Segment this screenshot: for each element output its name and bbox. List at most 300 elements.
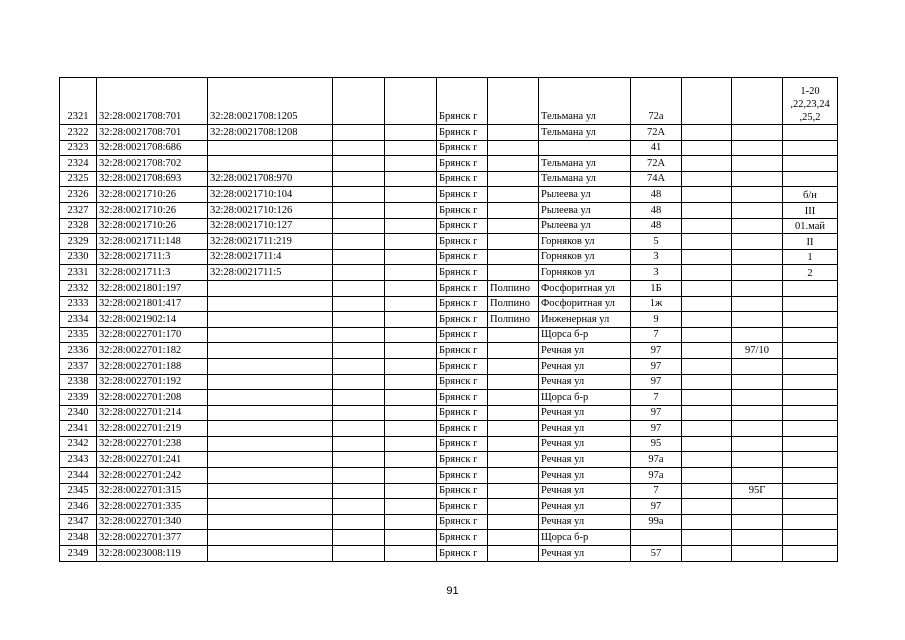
house-number-cell: 3 — [631, 265, 682, 281]
table-row — [60, 468, 838, 484]
empty-cell — [333, 390, 385, 406]
building-cell — [732, 374, 783, 390]
empty-cell — [385, 280, 437, 296]
building-cell: 97/10 — [732, 343, 783, 359]
table-row — [60, 546, 838, 562]
row-number-cell: 2334 — [60, 312, 97, 328]
cadastral-number-cell: 32:28:0022701:219 — [97, 421, 208, 437]
page-number: 91 — [446, 585, 459, 597]
empty-cell — [333, 374, 385, 390]
house-number-cell: 5 — [631, 234, 682, 250]
cadastral-number-cell: 32:28:0021711:3 — [97, 249, 208, 265]
empty-cell — [333, 296, 385, 312]
house-number-cell: 97 — [631, 343, 682, 359]
house-number-cell: 99а — [631, 514, 682, 530]
cadastral-number-cell: 32:28:0021708:701 — [97, 125, 208, 141]
empty-cell — [333, 421, 385, 437]
apartment-cell — [783, 125, 838, 141]
premises-cadastral-number-cell — [208, 452, 333, 468]
city-cell: Брянск г — [437, 312, 488, 328]
apartment-cell — [783, 452, 838, 468]
premises-cadastral-number-cell: 32:28:0021710:104 — [208, 187, 333, 203]
locality-cell — [488, 249, 539, 265]
house-number-cell: 97 — [631, 374, 682, 390]
empty-cell — [385, 483, 437, 499]
empty-cell — [333, 171, 385, 187]
street-cell: Рылеева ул — [539, 218, 631, 234]
house-number-cell: 9 — [631, 312, 682, 328]
apartment-cell — [783, 436, 838, 452]
city-cell: Брянск г — [437, 249, 488, 265]
locality-cell — [488, 374, 539, 390]
locality-cell — [488, 546, 539, 562]
empty-cell — [385, 249, 437, 265]
empty-cell — [385, 374, 437, 390]
row-number-cell: 2332 — [60, 280, 97, 296]
empty-cell — [682, 358, 732, 374]
building-cell — [732, 421, 783, 437]
house-number-cell: 97 — [631, 421, 682, 437]
street-cell: Щорса б-р — [539, 327, 631, 343]
table-row — [60, 483, 838, 499]
empty-cell — [682, 483, 732, 499]
table-row — [60, 436, 838, 452]
street-cell: Рылеева ул — [539, 202, 631, 218]
empty-cell — [385, 265, 437, 281]
apartment-cell — [783, 483, 838, 499]
empty-cell — [682, 390, 732, 406]
apartment-cell — [783, 140, 838, 156]
empty-cell — [333, 358, 385, 374]
building-cell — [732, 452, 783, 468]
apartment-cell — [783, 171, 838, 187]
empty-cell — [333, 546, 385, 562]
table-row — [60, 140, 838, 156]
empty-cell — [682, 499, 732, 515]
premises-cadastral-number-cell — [208, 483, 333, 499]
table-row — [60, 405, 838, 421]
building-cell — [732, 436, 783, 452]
premises-cadastral-number-cell: 32:28:0021708:970 — [208, 171, 333, 187]
apartment-cell: III — [783, 202, 838, 218]
empty-cell — [682, 327, 732, 343]
row-number-cell: 2340 — [60, 405, 97, 421]
apartment-cell: 01.май — [783, 218, 838, 234]
street-cell: Щорса б-р — [539, 390, 631, 406]
locality-cell — [488, 468, 539, 484]
premises-cadastral-number-cell: 32:28:0021711:4 — [208, 249, 333, 265]
row-number-cell: 2323 — [60, 140, 97, 156]
house-number-cell: 48 — [631, 218, 682, 234]
empty-cell — [333, 187, 385, 203]
empty-cell — [682, 452, 732, 468]
table-row — [60, 78, 838, 125]
building-cell — [732, 171, 783, 187]
row-number-cell: 2338 — [60, 374, 97, 390]
table-row — [60, 249, 838, 265]
empty-cell — [333, 280, 385, 296]
locality-cell — [488, 499, 539, 515]
empty-cell — [682, 546, 732, 562]
building-cell — [732, 156, 783, 172]
cadastral-number-cell: 32:28:0022701:188 — [97, 358, 208, 374]
empty-cell — [385, 125, 437, 141]
apartment-cell — [783, 468, 838, 484]
premises-cadastral-number-cell — [208, 374, 333, 390]
table-row — [60, 514, 838, 530]
city-cell: Брянск г — [437, 125, 488, 141]
row-number-cell: 2329 — [60, 234, 97, 250]
premises-cadastral-number-cell — [208, 280, 333, 296]
row-number-cell: 2335 — [60, 327, 97, 343]
empty-cell — [682, 234, 732, 250]
row-number-cell: 2328 — [60, 218, 97, 234]
street-cell: Речная ул — [539, 405, 631, 421]
empty-cell — [333, 78, 385, 125]
table-row — [60, 374, 838, 390]
row-number-cell: 2344 — [60, 468, 97, 484]
street-cell: Речная ул — [539, 374, 631, 390]
table-row — [60, 452, 838, 468]
house-number-cell — [631, 530, 682, 546]
cadastral-number-cell: 32:28:0021801:417 — [97, 296, 208, 312]
empty-cell — [385, 468, 437, 484]
empty-cell — [385, 405, 437, 421]
table-row — [60, 202, 838, 218]
cadastral-number-cell: 32:28:0022701:335 — [97, 499, 208, 515]
city-cell: Брянск г — [437, 280, 488, 296]
city-cell: Брянск г — [437, 405, 488, 421]
locality-cell — [488, 514, 539, 530]
empty-cell — [385, 343, 437, 359]
empty-cell — [682, 312, 732, 328]
row-number-cell: 2343 — [60, 452, 97, 468]
building-cell — [732, 327, 783, 343]
empty-cell — [385, 421, 437, 437]
empty-cell — [682, 125, 732, 141]
apartment-cell — [783, 405, 838, 421]
street-cell: Речная ул — [539, 499, 631, 515]
table-row — [60, 499, 838, 515]
apartment-cell — [783, 156, 838, 172]
premises-cadastral-number-cell — [208, 390, 333, 406]
apartment-cell — [783, 358, 838, 374]
cadastral-number-cell: 32:28:0021710:26 — [97, 218, 208, 234]
empty-cell — [682, 436, 732, 452]
city-cell: Брянск г — [437, 171, 488, 187]
cadastral-number-cell: 32:28:0022701:208 — [97, 390, 208, 406]
apartment-cell — [783, 499, 838, 515]
locality-cell — [488, 390, 539, 406]
apartment-cell: 2 — [783, 265, 838, 281]
row-number-cell: 2331 — [60, 265, 97, 281]
premises-cadastral-number-cell — [208, 140, 333, 156]
apartment-cell: б/н — [783, 187, 838, 203]
locality-cell: Полпино — [488, 312, 539, 328]
row-number-cell: 2327 — [60, 202, 97, 218]
house-number-cell: 7 — [631, 390, 682, 406]
cadastral-number-cell: 32:28:0022701:170 — [97, 327, 208, 343]
cadastral-number-cell: 32:28:0021902:14 — [97, 312, 208, 328]
cadastral-number-cell: 32:28:0022701:241 — [97, 452, 208, 468]
empty-cell — [385, 312, 437, 328]
city-cell: Брянск г — [437, 483, 488, 499]
table-row — [60, 280, 838, 296]
locality-cell: Полпино — [488, 296, 539, 312]
premises-cadastral-number-cell: 32:28:0021708:1208 — [208, 125, 333, 141]
apartment-cell — [783, 530, 838, 546]
table-row — [60, 234, 838, 250]
locality-cell — [488, 125, 539, 141]
building-cell — [732, 405, 783, 421]
premises-cadastral-number-cell — [208, 499, 333, 515]
premises-cadastral-number-cell: 32:28:0021708:1205 — [208, 78, 333, 125]
locality-cell — [488, 171, 539, 187]
house-number-cell: 97 — [631, 499, 682, 515]
premises-cadastral-number-cell: 32:28:0021710:127 — [208, 218, 333, 234]
empty-cell — [333, 249, 385, 265]
premises-cadastral-number-cell: 32:28:0021711:5 — [208, 265, 333, 281]
building-cell — [732, 358, 783, 374]
row-number-cell: 2336 — [60, 343, 97, 359]
locality-cell — [488, 452, 539, 468]
house-number-cell: 48 — [631, 202, 682, 218]
empty-cell — [682, 218, 732, 234]
building-cell — [732, 140, 783, 156]
empty-cell — [385, 140, 437, 156]
empty-cell — [333, 483, 385, 499]
empty-cell — [682, 514, 732, 530]
apartment-cell — [783, 327, 838, 343]
empty-cell — [333, 436, 385, 452]
apartment-cell: 1-20 ,22,23,24 ,25,2 — [783, 78, 838, 125]
empty-cell — [385, 78, 437, 125]
empty-cell — [333, 468, 385, 484]
street-cell: Тельмана ул — [539, 125, 631, 141]
table-row — [60, 187, 838, 203]
house-number-cell: 72а — [631, 78, 682, 125]
table-row — [60, 530, 838, 546]
house-number-cell: 48 — [631, 187, 682, 203]
empty-cell — [385, 327, 437, 343]
cadastral-number-cell: 32:28:0022701:182 — [97, 343, 208, 359]
city-cell: Брянск г — [437, 514, 488, 530]
empty-cell — [682, 468, 732, 484]
empty-cell — [385, 530, 437, 546]
city-cell: Брянск г — [437, 187, 488, 203]
empty-cell — [333, 202, 385, 218]
street-cell: Тельмана ул — [539, 156, 631, 172]
cadastral-number-cell: 32:28:0022701:214 — [97, 405, 208, 421]
row-number-cell: 2341 — [60, 421, 97, 437]
apartment-cell: 1 — [783, 249, 838, 265]
row-number-cell: 2346 — [60, 499, 97, 515]
street-cell: Фосфоритная ул — [539, 296, 631, 312]
row-number-cell: 2321 — [60, 78, 97, 125]
street-cell: Речная ул — [539, 343, 631, 359]
empty-cell — [333, 125, 385, 141]
street-cell: Речная ул — [539, 546, 631, 562]
locality-cell — [488, 530, 539, 546]
premises-cadastral-number-cell — [208, 296, 333, 312]
building-cell — [732, 265, 783, 281]
premises-cadastral-number-cell — [208, 530, 333, 546]
house-number-cell: 7 — [631, 483, 682, 499]
street-cell: Речная ул — [539, 452, 631, 468]
locality-cell — [488, 483, 539, 499]
locality-cell — [488, 358, 539, 374]
locality-cell — [488, 218, 539, 234]
locality-cell — [488, 78, 539, 125]
city-cell: Брянск г — [437, 358, 488, 374]
building-cell — [732, 78, 783, 125]
empty-cell — [385, 546, 437, 562]
empty-cell — [385, 514, 437, 530]
cadastral-number-cell: 32:28:0021708:686 — [97, 140, 208, 156]
row-number-cell: 2348 — [60, 530, 97, 546]
empty-cell — [682, 187, 732, 203]
cadastral-number-cell: 32:28:0022701:340 — [97, 514, 208, 530]
empty-cell — [333, 514, 385, 530]
city-cell: Брянск г — [437, 296, 488, 312]
empty-cell — [682, 171, 732, 187]
building-cell — [732, 530, 783, 546]
locality-cell — [488, 405, 539, 421]
empty-cell — [385, 390, 437, 406]
city-cell: Брянск г — [437, 436, 488, 452]
street-cell: Фосфоритная ул — [539, 280, 631, 296]
street-cell: Речная ул — [539, 436, 631, 452]
locality-cell: Полпино — [488, 280, 539, 296]
cadastral-number-cell: 32:28:0021711:148 — [97, 234, 208, 250]
table-row — [60, 343, 838, 359]
apartment-cell — [783, 280, 838, 296]
street-cell: Горняков ул — [539, 265, 631, 281]
locality-cell — [488, 202, 539, 218]
building-cell — [732, 234, 783, 250]
apartment-cell — [783, 390, 838, 406]
empty-cell — [682, 140, 732, 156]
empty-cell — [333, 234, 385, 250]
empty-cell — [385, 187, 437, 203]
empty-cell — [385, 358, 437, 374]
empty-cell — [682, 202, 732, 218]
street-cell: Речная ул — [539, 358, 631, 374]
premises-cadastral-number-cell — [208, 343, 333, 359]
table-row — [60, 218, 838, 234]
empty-cell — [333, 140, 385, 156]
row-number-cell: 2339 — [60, 390, 97, 406]
premises-cadastral-number-cell — [208, 546, 333, 562]
house-number-cell: 97 — [631, 358, 682, 374]
city-cell: Брянск г — [437, 343, 488, 359]
street-cell: Речная ул — [539, 483, 631, 499]
street-cell: Инженерная ул — [539, 312, 631, 328]
city-cell: Брянск г — [437, 327, 488, 343]
empty-cell — [682, 296, 732, 312]
building-cell — [732, 296, 783, 312]
empty-cell — [333, 265, 385, 281]
table-row — [60, 265, 838, 281]
building-cell — [732, 202, 783, 218]
house-number-cell: 57 — [631, 546, 682, 562]
empty-cell — [385, 499, 437, 515]
cadastral-number-cell: 32:28:0022701:377 — [97, 530, 208, 546]
apartment-cell — [783, 296, 838, 312]
premises-cadastral-number-cell — [208, 436, 333, 452]
row-number-cell: 2347 — [60, 514, 97, 530]
street-cell: Рылеева ул — [539, 187, 631, 203]
empty-cell — [385, 171, 437, 187]
table-row — [60, 296, 838, 312]
locality-cell — [488, 327, 539, 343]
house-number-cell: 74А — [631, 171, 682, 187]
locality-cell — [488, 265, 539, 281]
house-number-cell: 7 — [631, 327, 682, 343]
city-cell: Брянск г — [437, 234, 488, 250]
premises-cadastral-number-cell — [208, 327, 333, 343]
empty-cell — [385, 234, 437, 250]
building-cell — [732, 280, 783, 296]
empty-cell — [385, 202, 437, 218]
cadastral-number-cell: 32:28:0021801:197 — [97, 280, 208, 296]
empty-cell — [333, 452, 385, 468]
street-cell — [539, 140, 631, 156]
apartment-cell — [783, 514, 838, 530]
building-cell — [732, 514, 783, 530]
row-number-cell: 2337 — [60, 358, 97, 374]
empty-cell — [333, 499, 385, 515]
street-cell: Щорса б-р — [539, 530, 631, 546]
premises-cadastral-number-cell — [208, 156, 333, 172]
empty-cell — [333, 405, 385, 421]
cadastral-number-cell: 32:28:0022701:242 — [97, 468, 208, 484]
city-cell: Брянск г — [437, 140, 488, 156]
table-row — [60, 327, 838, 343]
table-row — [60, 312, 838, 328]
city-cell: Брянск г — [437, 499, 488, 515]
house-number-cell: 1ж — [631, 296, 682, 312]
city-cell: Брянск г — [437, 218, 488, 234]
empty-cell — [682, 374, 732, 390]
locality-cell — [488, 234, 539, 250]
cadastral-number-cell: 32:28:0022701:315 — [97, 483, 208, 499]
cadastral-number-cell: 32:28:0021708:702 — [97, 156, 208, 172]
street-cell: Тельмана ул — [539, 171, 631, 187]
locality-cell — [488, 140, 539, 156]
empty-cell — [682, 265, 732, 281]
city-cell: Брянск г — [437, 390, 488, 406]
row-number-cell: 2342 — [60, 436, 97, 452]
empty-cell — [385, 452, 437, 468]
locality-cell — [488, 343, 539, 359]
table-row — [60, 421, 838, 437]
cadastral-number-cell: 32:28:0021710:26 — [97, 187, 208, 203]
row-number-cell: 2325 — [60, 171, 97, 187]
empty-cell — [385, 218, 437, 234]
apartment-cell — [783, 546, 838, 562]
apartment-cell: II — [783, 234, 838, 250]
premises-cadastral-number-cell — [208, 514, 333, 530]
house-number-cell: 97а — [631, 468, 682, 484]
building-cell — [732, 546, 783, 562]
empty-cell — [333, 530, 385, 546]
table-row — [60, 156, 838, 172]
house-number-cell: 97а — [631, 452, 682, 468]
house-number-cell: 95 — [631, 436, 682, 452]
row-number-cell: 2330 — [60, 249, 97, 265]
city-cell: Брянск г — [437, 546, 488, 562]
